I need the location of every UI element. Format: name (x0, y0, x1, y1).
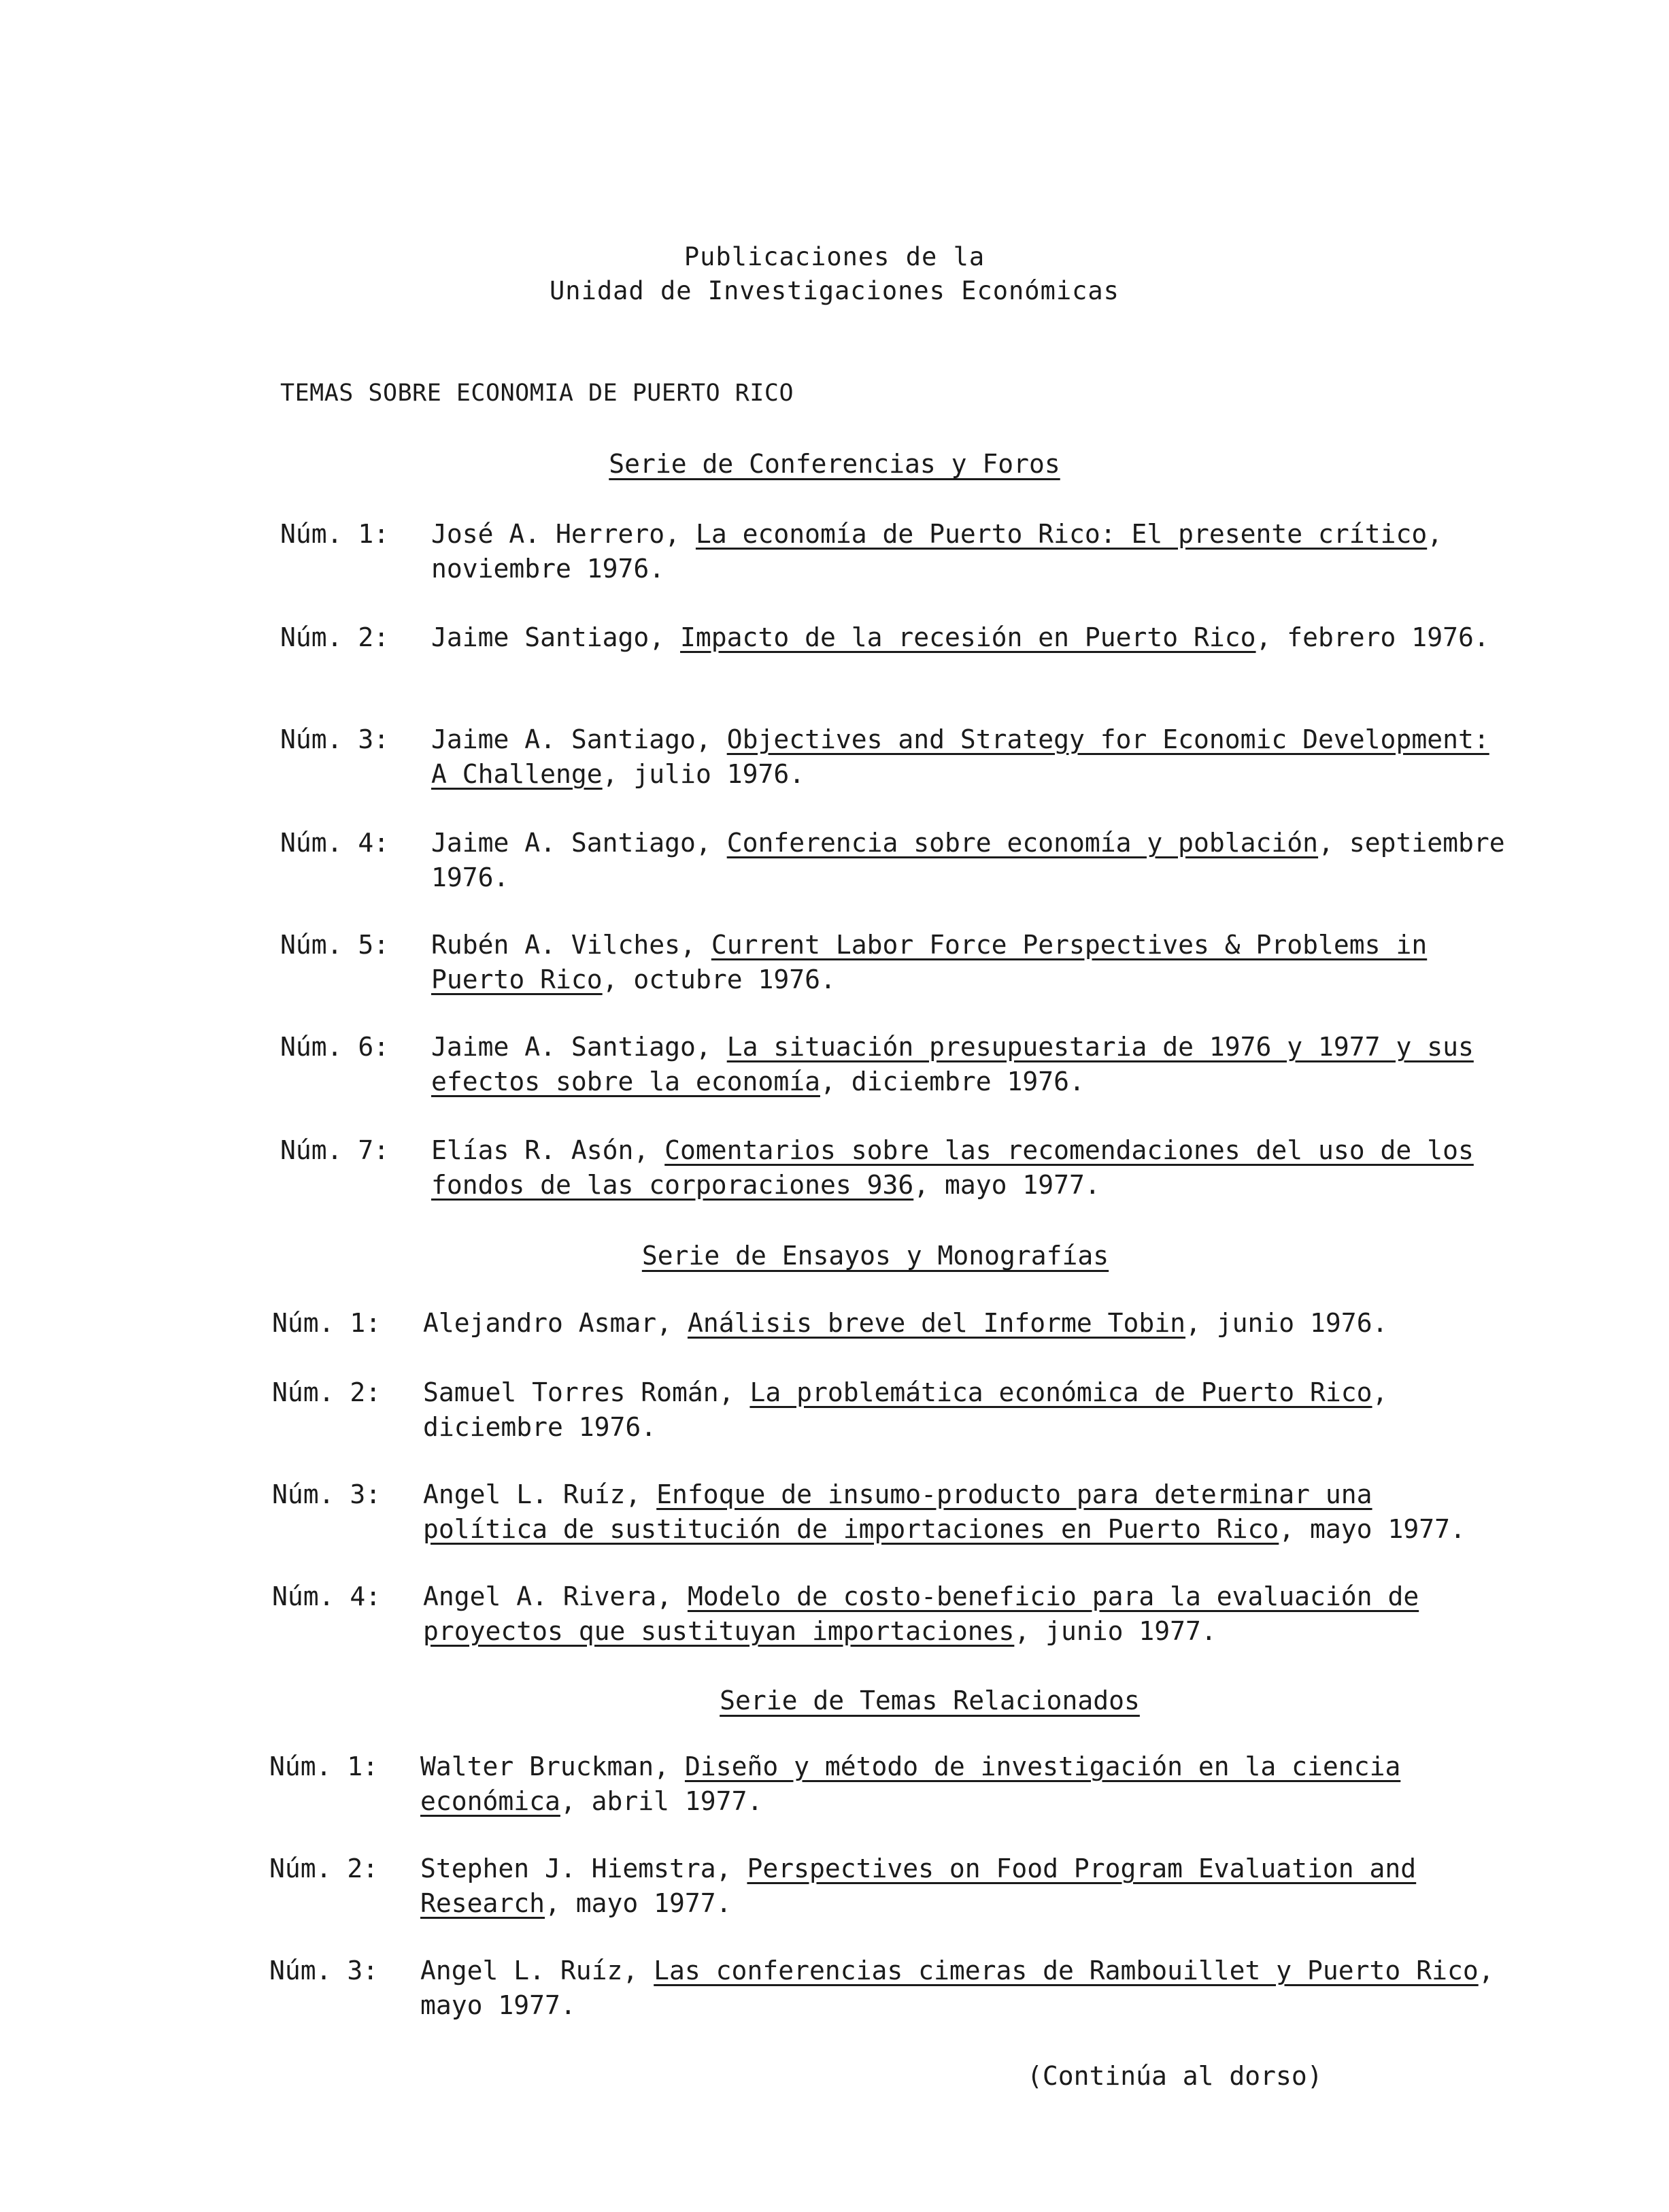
entry-citation (423, 1306, 1504, 1341)
entry-author: Elías R. Asón, (431, 1135, 665, 1165)
header-line-1: Publicaciones de la (684, 242, 985, 271)
entry-number: Núm. 1: (272, 1308, 382, 1338)
entry-title: La situación presupuestaria de 1976 y 1977 y sus efectos sobre la economía (431, 1032, 1474, 1096)
entry-date: , septiembre 1976. (431, 828, 1505, 892)
header-line-2: Unidad de Investigaciones Económicas (550, 276, 1119, 305)
entry-citation (431, 928, 1513, 997)
entry-date: , febrero 1976. (1255, 622, 1489, 652)
entry-title: Conferencia sobre economía y población (726, 828, 1319, 858)
series-heading-conferencias: Serie de Conferencias y Foros (609, 449, 1060, 479)
entry-title: Perspectives on Food Program Evaluation and Research (420, 1854, 1417, 1918)
entry-title: Enfoque de insumo-producto para determinar una política de sustitución de importaciones en Puerto Rico (423, 1479, 1372, 1544)
entry-date: , octubre 1976. (602, 965, 836, 994)
entry-citation (420, 1749, 1502, 1819)
entry-author: Rubén A. Vilches, (431, 930, 711, 960)
entry-date: , julio 1976. (602, 759, 805, 789)
entry-number: Núm. 4: (280, 828, 390, 858)
entry-author: José A. Herrero, (431, 519, 696, 549)
entry-title: Las conferencias cimeras de Rambouillet y Puerto Rico (654, 1956, 1479, 1985)
entry-author: Angel A. Rivera, (423, 1581, 688, 1611)
topic-heading: TEMAS SOBRE ECONOMIA DE PUERTO RICO (280, 380, 794, 407)
entry-citation (431, 1133, 1513, 1203)
entry-date: , noviembre 1976. (431, 519, 1443, 584)
entry-date: , junio 1976. (1185, 1308, 1388, 1338)
entry-citation (431, 722, 1513, 792)
entry-number: Núm. 5: (280, 930, 390, 960)
entry-date: , junio 1977. (1014, 1616, 1217, 1646)
entry-title: Comentarios sobre las recomendaciones del uso de los fondos de las corporaciones 936 (431, 1135, 1474, 1200)
entry-citation (423, 1579, 1504, 1649)
entry-number: Núm. 2: (280, 622, 390, 652)
entry-author: Jaime Santiago, (431, 622, 681, 652)
entry-author: Angel L. Ruíz, (420, 1956, 654, 1985)
entry-title: Current Labor Force Perspectives & Problems in Puerto Rico (431, 930, 1428, 994)
entry-citation (431, 1030, 1513, 1099)
entry-number: Núm. 3: (272, 1479, 382, 1509)
entry-title: Modelo de costo-beneficio para la evaluación de proyectos que sustituyan importaciones (423, 1581, 1419, 1646)
entry-author: Stephen J. Hiemstra, (420, 1854, 747, 1883)
entry-number: Núm. 1: (280, 519, 390, 549)
entry-date: , mayo 1977. (913, 1170, 1100, 1200)
entry-citation (431, 620, 1513, 655)
entry-number: Núm. 2: (272, 1377, 382, 1407)
entry-number: Núm. 7: (280, 1135, 390, 1165)
entry-citation (420, 1954, 1502, 2023)
entry-date: , abril 1977. (560, 1786, 763, 1816)
entry-date: , diciembre 1976. (423, 1377, 1388, 1442)
continuation-note: (Continúa al dorso) (1027, 2061, 1323, 2091)
entry-date: , diciembre 1976. (820, 1067, 1085, 1096)
entry-date: , mayo 1977. (420, 1956, 1494, 2020)
entry-author: Jaime A. Santiago, (431, 1032, 727, 1062)
series-heading-temas: Serie de Temas Relacionados (720, 1686, 1140, 1715)
entry-title: Análisis breve del Informe Tobin (687, 1308, 1186, 1338)
entry-citation (423, 1375, 1504, 1445)
entry-date: , mayo 1977. (1279, 1514, 1466, 1544)
entry-author: Alejandro Asmar, (423, 1308, 688, 1338)
entry-author: Jaime A. Santiago, (431, 828, 727, 858)
entry-number: Núm. 3: (280, 724, 390, 754)
entry-date: , mayo 1977. (545, 1888, 732, 1918)
entry-number: Núm. 3: (269, 1956, 379, 1985)
entry-author: Walter Bruckman, (420, 1752, 685, 1781)
entry-title: Impacto de la recesión en Puerto Rico (680, 622, 1256, 652)
entry-title: La problemática económica de Puerto Rico (749, 1377, 1372, 1407)
entry-number: Núm. 4: (272, 1581, 382, 1611)
entry-number: Núm. 1: (269, 1752, 379, 1781)
entry-number: Núm. 6: (280, 1032, 390, 1062)
entry-title: La economía de Puerto Rico: El presente crítico (695, 519, 1428, 549)
entry-citation (431, 517, 1513, 586)
entry-number: Núm. 2: (269, 1854, 379, 1883)
entry-author: Angel L. Ruíz, (423, 1479, 657, 1509)
entry-title: Objectives and Strategy for Economic Development: A Challenge (431, 724, 1489, 789)
entry-author: Samuel Torres Román, (423, 1377, 750, 1407)
entry-citation (423, 1477, 1504, 1547)
entry-author: Jaime A. Santiago, (431, 724, 727, 754)
entry-citation (420, 1851, 1502, 1921)
entry-citation (431, 826, 1513, 895)
series-heading-ensayos: Serie de Ensayos y Monografías (641, 1241, 1109, 1271)
entry-title: Diseño y método de investigación en la ciencia económica (420, 1752, 1401, 1816)
